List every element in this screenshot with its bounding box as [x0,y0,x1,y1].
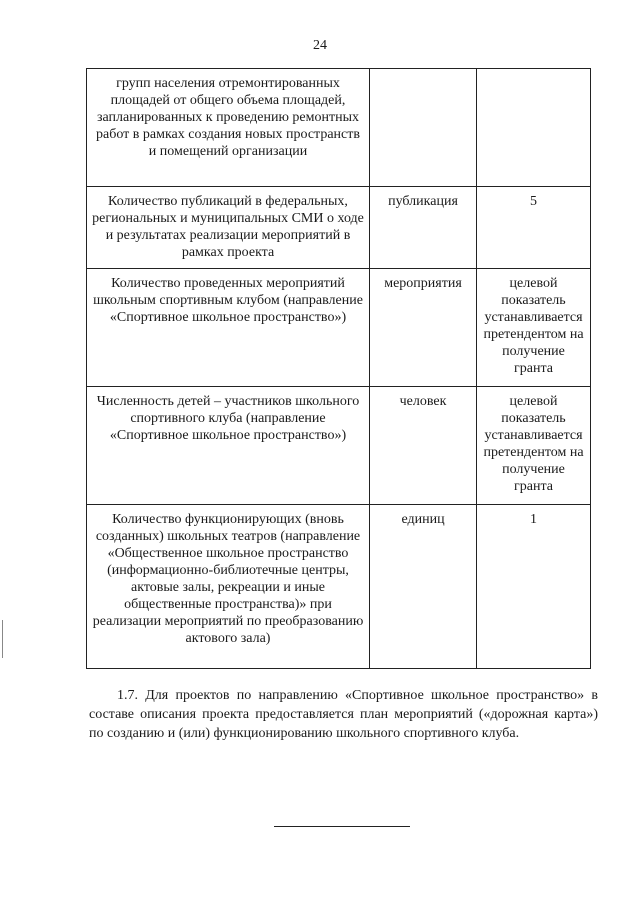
scan-edge-mark [2,620,3,658]
unit-cell: человек [370,387,477,505]
indicators-table [86,68,591,669]
table-row [87,387,591,505]
table-row [87,505,591,669]
unit-cell: мероприятия [370,269,477,387]
table-row [87,69,591,187]
value-cell [477,69,591,187]
indicator-cell: Количество функционирующих (вновь созданных) школьных театров (направление «Общественное школьное пространство (информационно-библиотечные центры, актовые залы, рекреации и иные общественные пространства)» при реализации мероприятий по преобразованию актового зала) [87,505,370,669]
table-row [87,269,591,387]
indicator-cell: Численность детей – участников школьного спортивного клуба (направление «Спортивное школьное пространство») [87,387,370,505]
indicator-cell: Количество публикаций в федеральных, региональных и муниципальных СМИ о ходе и результатах реализации мероприятий в рамках проекта [87,187,370,269]
unit-cell [370,69,477,187]
page-number: 24 [313,38,327,53]
unit-cell: публикация [370,187,477,269]
paragraph-1-7: 1.7. Для проектов по направлению «Спортивное школьное пространство» в составе описания проекта предоставляется план мероприятий («дорожная карта») по созданию и (или) функционированию школьного спортивного клуба. [89,688,598,741]
value-cell: целевой показатель устанавливается претендентом на получение гранта [477,387,591,505]
value-cell: целевой показатель устанавливается претендентом на получение гранта [477,269,591,387]
indicator-cell: групп населения отремонтированных площадей от общего объема площадей, запланированных к проведению ремонтных работ в рамках создания новых пространств и помещений организации [87,69,370,187]
table-row [87,187,591,269]
value-cell: 1 [477,505,591,669]
unit-cell: единиц [370,505,477,669]
indicator-cell: Количество проведенных мероприятий школьным спортивным клубом (направление «Спортивное школьное пространство») [87,269,370,387]
footer-rule [274,826,410,827]
value-cell: 5 [477,187,591,269]
